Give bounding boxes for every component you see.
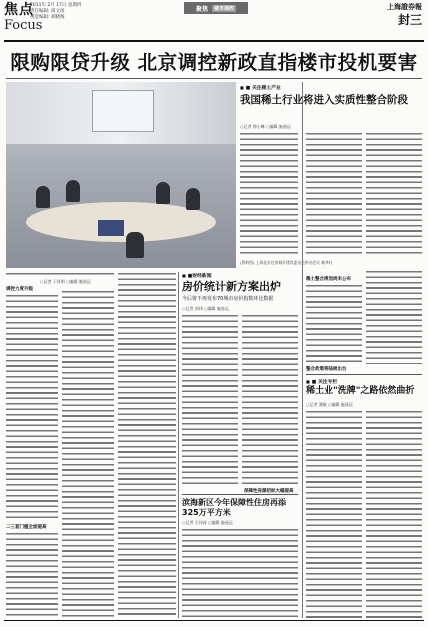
- left-col-2: [62, 290, 114, 618]
- masthead: [0, 0, 428, 42]
- left-byline: ○记者 于祥明 ○编辑 施遥远: [40, 279, 91, 284]
- photo-screen: [92, 90, 154, 132]
- right2-col-2: [366, 410, 422, 618]
- headline-rule: [6, 78, 422, 79]
- column-divider: [178, 272, 179, 618]
- photo-caption: (资料图) 上周北京住房城乡建设委员会举办会议 新华社: [240, 260, 333, 265]
- designer-line: 视觉编辑: 胡晓梅: [30, 15, 65, 20]
- issue-meta: [30, 3, 110, 21]
- right-subhead-2: 整合政策将陆续出台: [306, 367, 347, 372]
- right-col-2b: [306, 284, 362, 364]
- paper-name: 上海證券報: [387, 3, 422, 11]
- left-col-3: [118, 272, 176, 618]
- paper-id: [387, 2, 422, 28]
- photo-person: [156, 182, 170, 204]
- right-subhead-1: 稀土整合规划尚未公布: [306, 277, 351, 282]
- middle2-body: [182, 528, 298, 618]
- masthead-rule: [4, 40, 424, 42]
- section-title-en: Focus: [4, 18, 43, 33]
- middle-title: 房价统计新方案出炉: [182, 280, 281, 293]
- footer-rule: [4, 620, 424, 621]
- left-col-1b: [6, 532, 58, 618]
- right-kicker: ■ ■ 关注稀土产业: [240, 84, 281, 91]
- right-col-2: [306, 132, 362, 256]
- middle2-title: 滨海新区今年保障性住房再添325万平方米: [182, 498, 286, 518]
- middle-kicker: ■ ■财经新闻: [182, 272, 212, 279]
- headline-block: [6, 46, 422, 76]
- page-number: 封三: [397, 13, 422, 27]
- right2-byline: ○记者 潘敏 ○编辑 施遥远: [306, 402, 353, 407]
- photo-laptop: [98, 220, 124, 236]
- column-divider: [302, 82, 303, 618]
- left-subhead-1: 调控力度升级: [6, 287, 33, 292]
- left-col-1: [6, 294, 58, 522]
- topic-label: 聚焦: [195, 5, 208, 13]
- middle-subhead-1: 保障性房源招标大幅提高: [244, 489, 294, 494]
- right-byline: ○记者 徐小琳 ○编辑 施遥远: [240, 124, 291, 129]
- lead-paragraph: [6, 272, 114, 278]
- middle-byline: ○记者 郭伟 ○编辑 施遥远: [182, 306, 229, 311]
- meeting-photo: [6, 82, 236, 268]
- middle-rule: [182, 494, 298, 495]
- photo-person: [126, 232, 144, 258]
- middle-col-1: [182, 314, 238, 486]
- right-col-3b: [366, 270, 422, 364]
- right2-kicker: ■ ■ 关注专栏: [306, 378, 337, 385]
- photo-person: [186, 188, 200, 210]
- right-rule: [306, 374, 422, 375]
- right-col-3: [366, 132, 422, 256]
- photo-person: [36, 186, 50, 208]
- left-subhead-2: 二三套门槛全面提高: [6, 525, 47, 530]
- middle-col-2: [242, 314, 298, 486]
- right2-title: 稀土业"洗牌"之路依然曲折: [306, 386, 415, 396]
- section-title-cn: 焦点: [4, 2, 34, 18]
- topic-tag: 楼市调控: [214, 5, 235, 12]
- middle2-byline: ○记者 王伟涛 ○编辑 施遥远: [182, 520, 233, 525]
- issue-date: 2011年 2月 17日 星期四: [30, 3, 82, 8]
- right2-col-1: [306, 410, 362, 618]
- photo-person: [66, 180, 80, 202]
- main-headline: 限购限贷升级 北京调控新政直指楼市投机要害: [10, 51, 418, 74]
- right-title: 我国稀土行业将进入实质性整合阶段: [240, 94, 408, 106]
- middle-subtitle: 今后将不再发布70城市房价指数环比数据: [182, 296, 274, 302]
- right-col-1: [240, 132, 298, 256]
- editor-line: 责任编辑: 商文扬: [30, 9, 65, 14]
- topic-banner: [184, 2, 248, 14]
